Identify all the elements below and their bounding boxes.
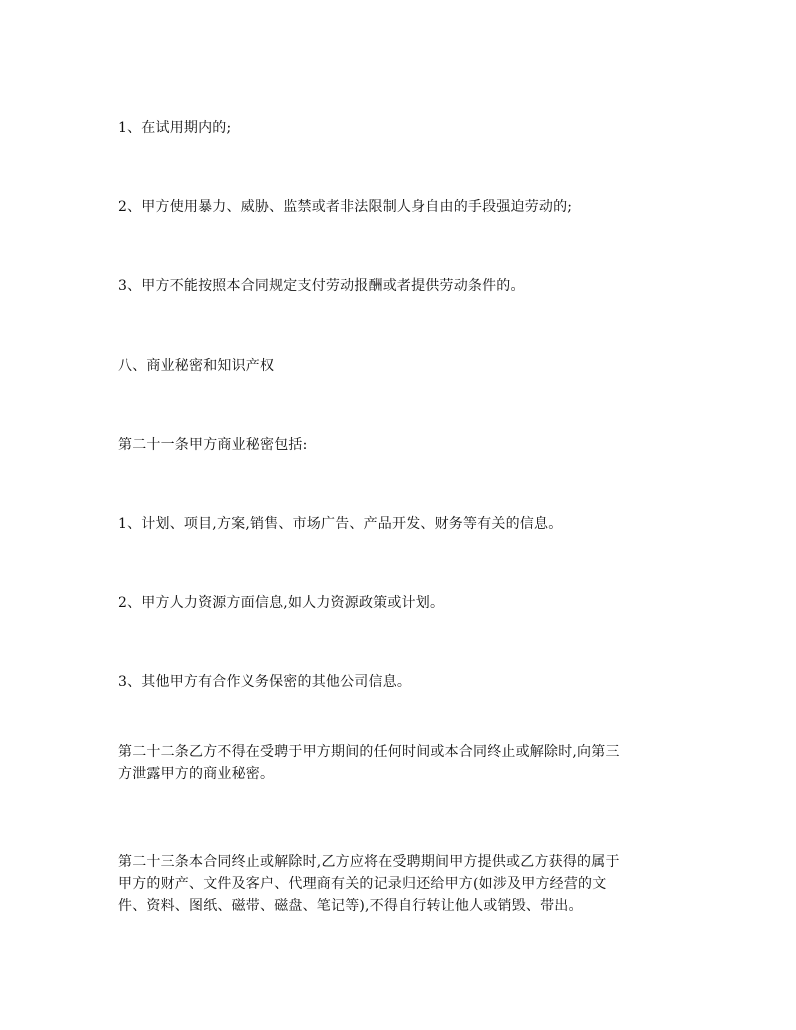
text-line: 八、商业秘密和知识产权: [118, 358, 275, 374]
article-23: [118, 851, 688, 917]
text-line: 2、甲方使用暴力、威胁、监禁或者非法限制人身自由的手段强迫劳动的;: [118, 199, 573, 215]
text-line: 3、其他甲方有合作义务保密的其他公司信息。: [118, 674, 412, 690]
paragraph-item-1: [118, 117, 688, 139]
text-line: 2、甲方人力资源方面信息,如人力资源政策或计划。: [118, 595, 445, 611]
text-line: 1、在试用期内的;: [118, 120, 232, 136]
text-line: 件、资料、图纸、磁带、磁盘、笔记等),不得自行转让他人或销毁、带出。: [118, 898, 583, 914]
text-line: 方泄露甲方的商业秘密。: [118, 766, 275, 782]
text-line: 第二十二条乙方不得在受聘于甲方期间的任何时间或本合同终止或解除时,向第三: [118, 744, 620, 760]
section-heading: [118, 355, 688, 377]
text-line: 第二十一条甲方商业秘密包括:: [118, 437, 308, 453]
text-line: 1、计划、项目,方案,销售、市场广告、产品开发、财务等有关的信息。: [118, 516, 563, 532]
article-22: [118, 741, 688, 785]
text-line: 第二十三条本合同终止或解除时,乙方应将在受聘期间甲方提供或乙方获得的属于: [118, 854, 620, 870]
text-line: 3、甲方不能按照本合同规定支付劳动报酬或者提供劳动条件的。: [118, 278, 525, 294]
paragraph-item-3: [118, 275, 688, 297]
article-21: [118, 434, 688, 456]
text-line: 甲方的财产、文件及客户、代理商有关的记录归还给甲方(如涉及甲方经营的文: [118, 876, 607, 892]
paragraph-item-5: [118, 592, 688, 614]
paragraph-item-4: [118, 513, 688, 535]
paragraph-item-2: [118, 196, 688, 218]
paragraph-item-6: [118, 671, 688, 693]
